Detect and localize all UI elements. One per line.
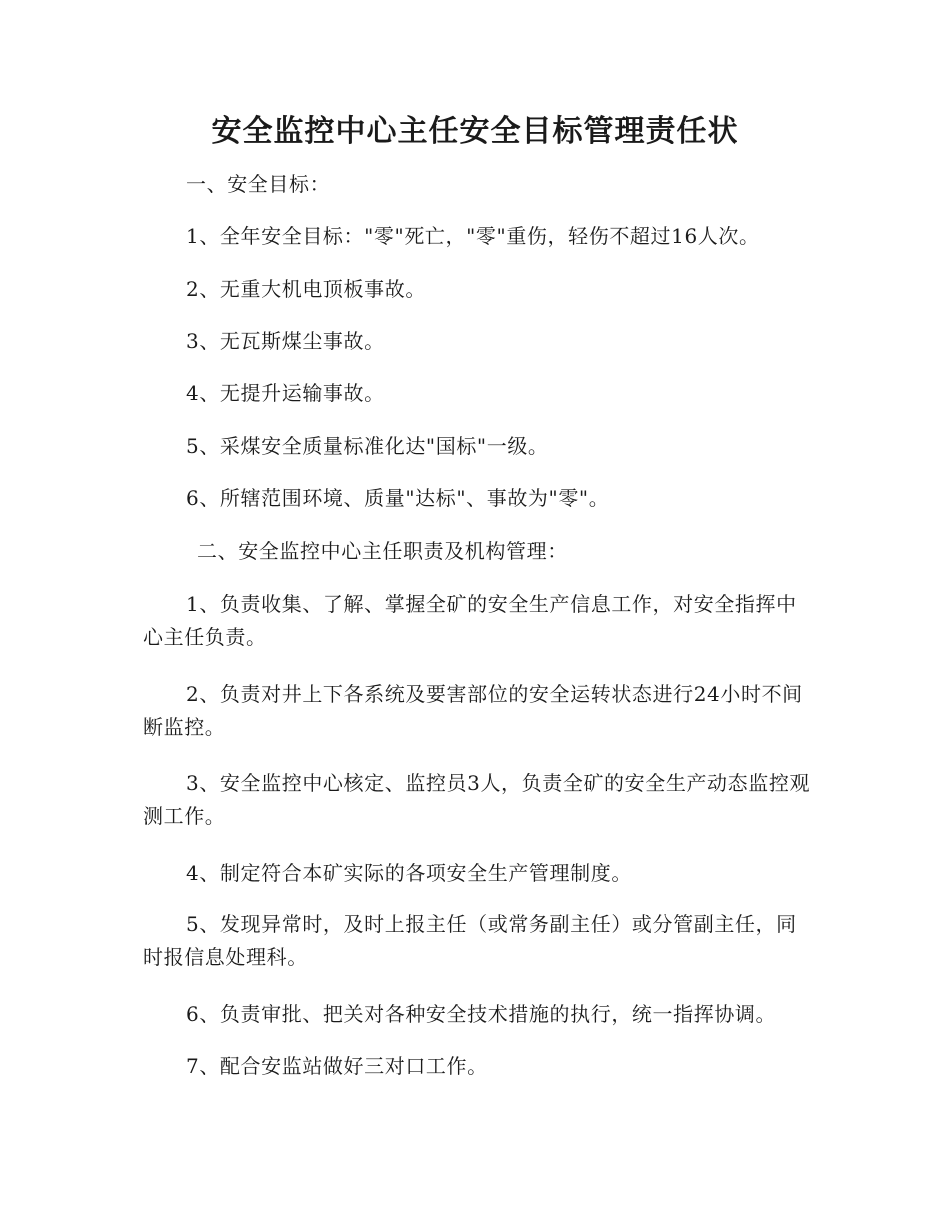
goal-item-1: 1、全年安全目标："零"死亡，"零"重伤，轻伤不超过16人次。 <box>186 224 760 248</box>
section-heading-duties: 二、安全监控中心主任职责及机构管理： <box>197 539 568 563</box>
duty-item-2: 2、负责对井上下各系统及要害部位的安全运转状态进行24小时不间断监控。 <box>143 682 803 739</box>
section-heading-safety-goals: 一、安全目标： <box>186 172 331 196</box>
document-title: 安全监控中心主任安全目标管理责任状 <box>211 114 739 149</box>
duty-item-6: 6、负责审批、把关对各种安全技术措施的执行，统一指挥协调。 <box>186 1002 777 1026</box>
duty-item-5: 5、发现异常时，及时上报主任（或常务副主任）或分管副主任，同时报信息处理科。 <box>143 912 797 969</box>
duty-item-1: 1、负责收集、了解、掌握全矿的安全生产信息工作，对安全指挥中心主任负责。 <box>143 592 797 649</box>
duty-item-3: 3、安全监控中心核定、监控员3人，负责全矿的安全生产动态监控观测工作。 <box>143 771 811 828</box>
goal-item-6: 6、所辖范围环境、质量"达标"、事故为"零"。 <box>186 486 610 510</box>
duty-item-4: 4、制定符合本矿实际的各项安全生产管理制度。 <box>186 861 632 885</box>
goal-item-3: 3、无瓦斯煤尘事故。 <box>186 329 385 353</box>
goal-item-4: 4、无提升运输事故。 <box>186 381 385 405</box>
goal-item-2: 2、无重大机电顶板事故。 <box>186 277 426 301</box>
goal-item-5: 5、采煤安全质量标准化达"国标"一级。 <box>186 434 549 458</box>
duty-item-7: 7、配合安监站做好三对口工作。 <box>186 1054 488 1078</box>
